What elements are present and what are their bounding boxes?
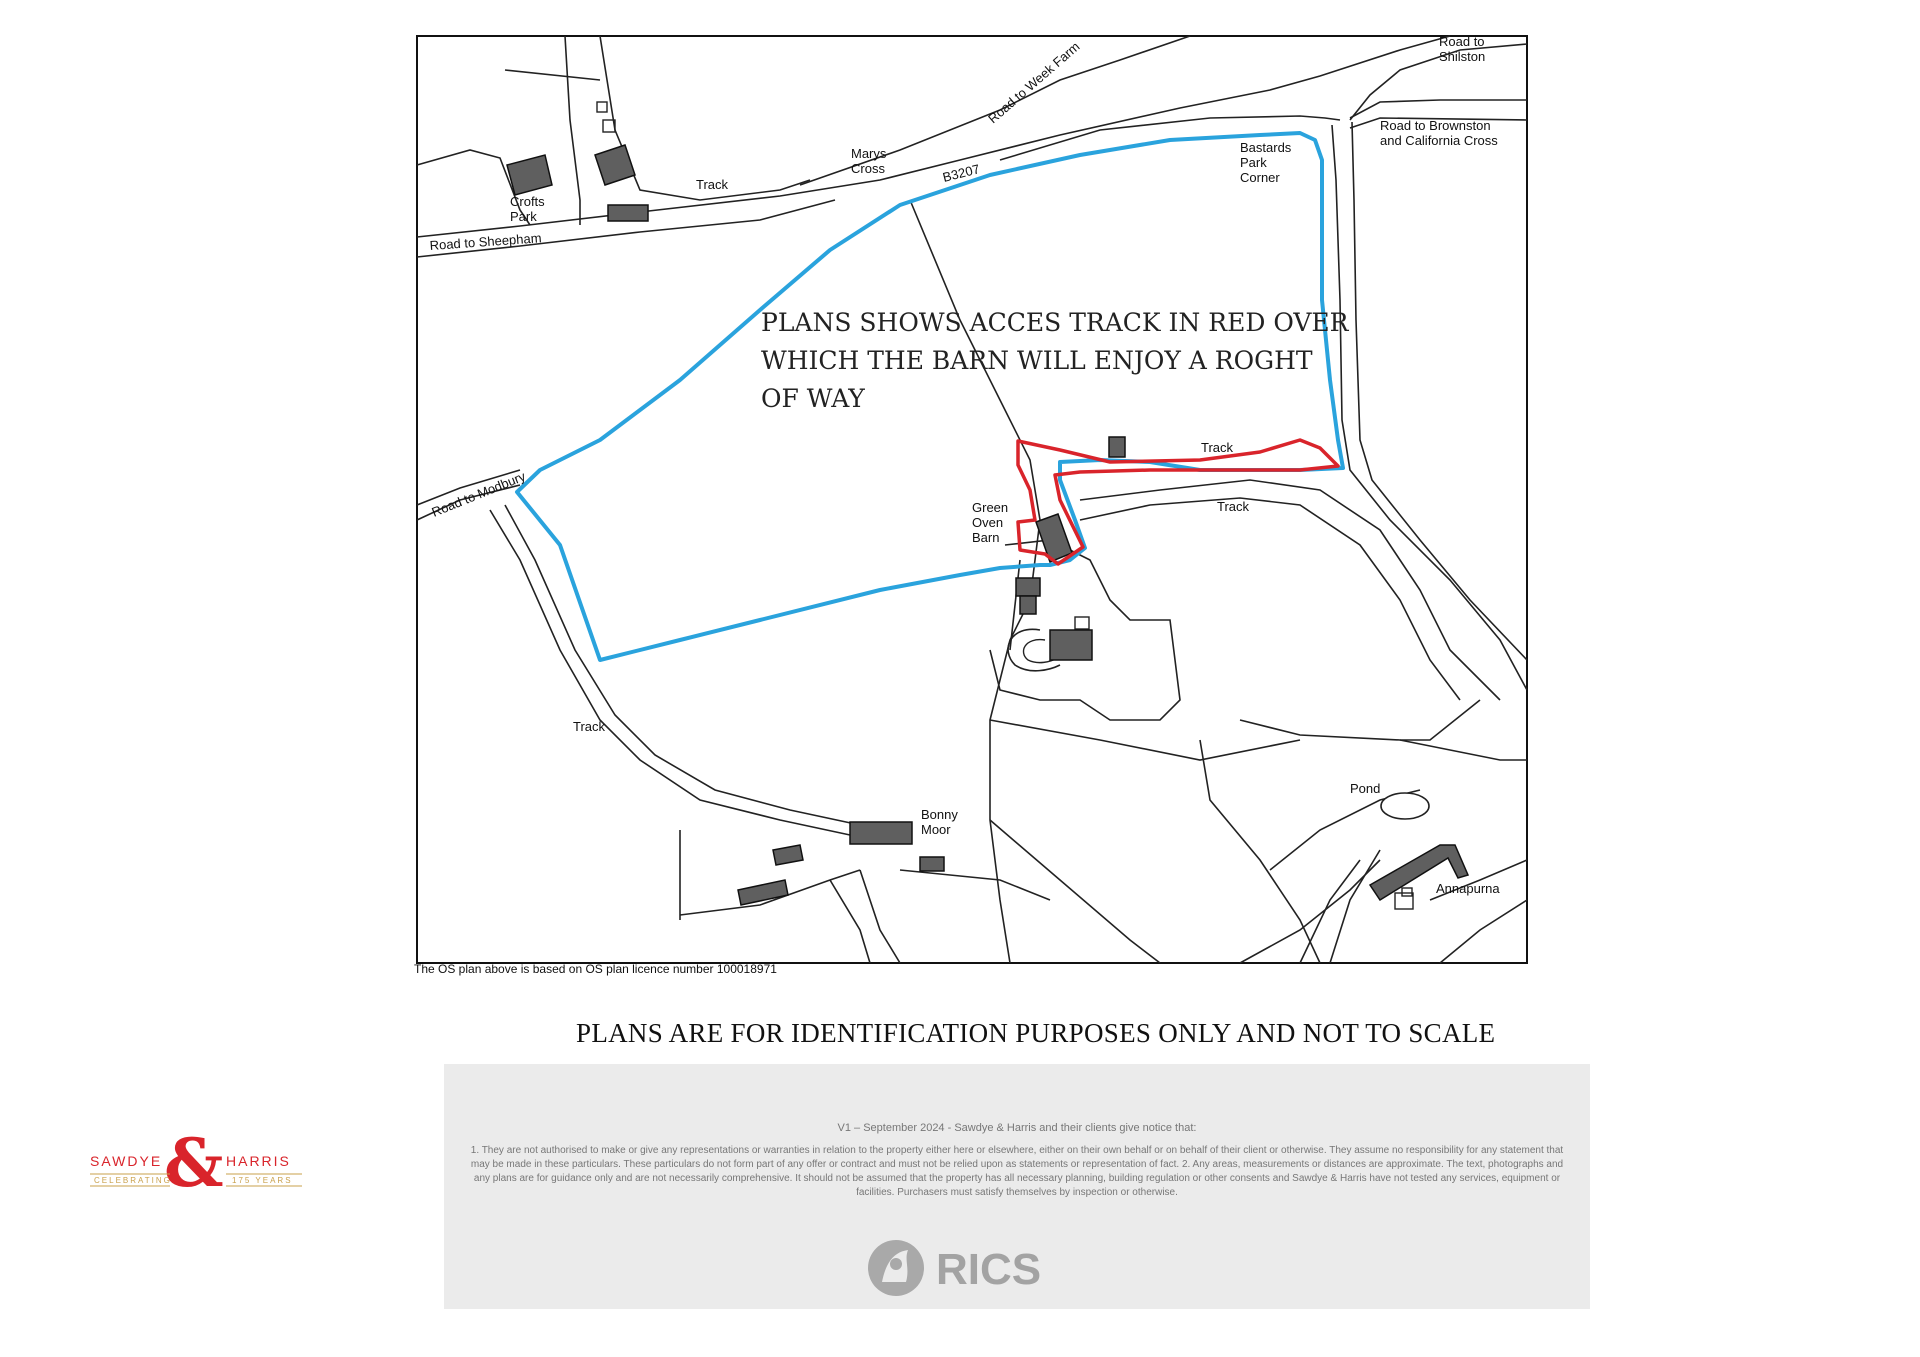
logo-ampersand-icon: &: [164, 1128, 224, 1200]
disclaimer-body: 1. They are not authorised to make or give any representations or warranties in relation to the property either here or elsewhere, either on their own behalf or on behalf of their client or otherwise. They assume no responsibility for any statement that may be made in these particulars. These particulars do not form part of any offer or contract and must not be relied upon as statements or representation of fact. 2. Any areas, measurements or distances are approximate. The text, photographs and any plans are for guidance only and are not necessarily comprehensive. It should not be assumed that the property has all necessary planning, building regulation or other consents and Sawdye & Harris have not tested any services, equipment or facilities. Purchasers must satisfy themselves by inspection or otherwise.: [470, 1145, 1564, 1198]
label-annapurna: Annapurna: [1436, 881, 1500, 896]
label-bastards-park-corner: Bastards Park Corner: [1240, 140, 1292, 185]
os-licence-text: The OS plan above is based on OS plan licence number 100018971: [414, 962, 777, 976]
building-bonny-moor-d: [920, 857, 944, 871]
label-marys-cross: Marys Cross: [851, 146, 887, 176]
label-crofts-park: Crofts Park: [510, 194, 545, 224]
logo-sawdye: SAWDYE: [90, 1153, 163, 1169]
logo-175-years: 175 YEARS: [232, 1176, 293, 1185]
label-road-to-sheepham: Road to Sheepham: [429, 230, 542, 253]
disclaimer-heading: V1 – September 2024 - Sawdye & Harris and their clients give notice that:: [837, 1122, 1197, 1134]
label-track-red: Track: [1201, 440, 1234, 455]
building-south-b: [1020, 596, 1036, 614]
label-road-to-week-farm: Road to Week Farm: [985, 38, 1083, 127]
label-road-to-modbury: Road to Modbury: [429, 468, 528, 520]
rics-logo: [864, 1234, 1094, 1300]
label-track-left: Track: [573, 719, 606, 734]
label-track-top: Track: [696, 177, 729, 192]
label-road-to-brownston: Road to Brownston and California Cross: [1380, 118, 1498, 148]
rics-text: RICS: [936, 1245, 1042, 1294]
pond-shape: [1381, 793, 1429, 819]
building-bonny-moor: [850, 822, 912, 844]
disclaimer-panel: [444, 1064, 1590, 1309]
logo-harris: HARRIS: [226, 1153, 291, 1169]
label-pond: Pond: [1350, 781, 1381, 796]
building-crofts-park-c: [608, 205, 648, 221]
label-road-to-shilston: Road to Shilston: [1439, 34, 1486, 64]
scale-disclaimer: PLANS ARE FOR IDENTIFICATION PURPOSES ONLY AND NOT TO SCALE: [576, 1018, 1496, 1048]
label-b3207: B3207: [941, 161, 982, 185]
label-bonny-moor: Bonny Moor: [921, 807, 958, 837]
building-field: [1109, 437, 1125, 457]
building-south-c: [1050, 630, 1092, 660]
label-track-right: Track: [1217, 499, 1250, 514]
label-green-oven-barn: Green Oven Barn: [972, 500, 1009, 545]
access-note: PLANS SHOWS ACCES TRACK IN RED OVER WHICH THE BARN WILL ENJOY A ROGHT OF WAY: [761, 308, 1349, 413]
logo-celebrating: CELEBRATING: [94, 1176, 172, 1185]
building-south-a: [1016, 578, 1040, 596]
sawdye-harris-logo: [88, 1128, 304, 1200]
